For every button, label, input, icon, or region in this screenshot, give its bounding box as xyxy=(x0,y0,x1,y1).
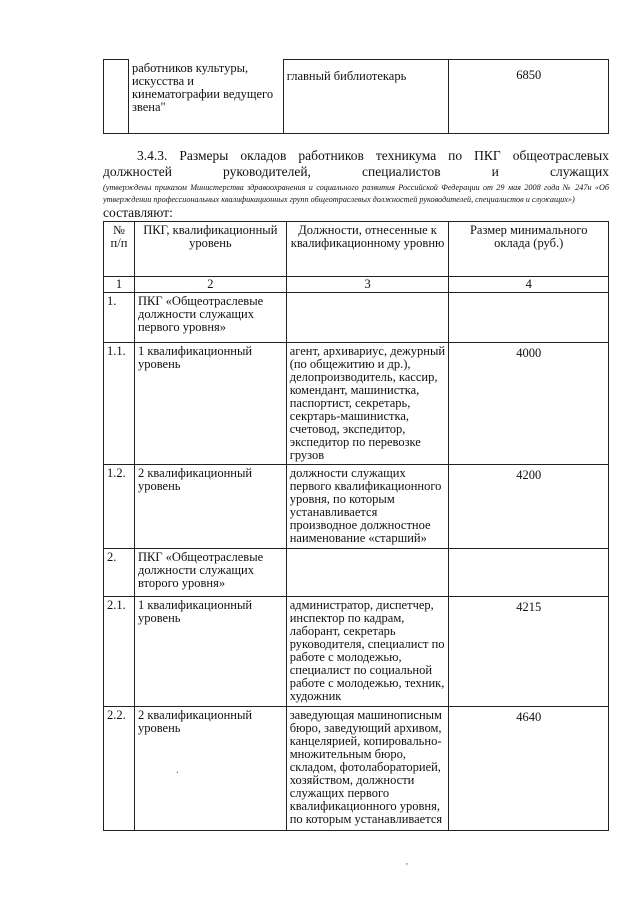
row-salary: 4000 xyxy=(449,343,609,465)
row-positions xyxy=(286,549,449,597)
continuation-table xyxy=(103,59,609,134)
row-pkg: 2 квалификационный уровень xyxy=(134,707,286,831)
section-paragraph xyxy=(103,148,609,221)
row-salary: 4640 xyxy=(449,707,609,831)
column-index: 2 xyxy=(134,277,286,293)
row-pkg: 1 квалификационный уровень xyxy=(134,597,286,707)
row-pkg: ПКГ «Общеотраслевые должности служащих второго уровня» xyxy=(134,549,286,597)
row-number: 2. xyxy=(104,549,135,597)
table-row xyxy=(104,60,609,134)
column-index-row xyxy=(104,277,609,293)
row-positions xyxy=(286,293,449,343)
scan-speck: . xyxy=(176,765,179,776)
header-pkg: ПКГ, квалификационный уровень xyxy=(134,222,286,277)
header-number: № п/п xyxy=(104,222,135,277)
row-salary xyxy=(449,549,609,597)
scan-speck: ' xyxy=(406,862,408,873)
table-row xyxy=(104,549,609,597)
row-salary: 4215 xyxy=(449,597,609,707)
row-salary xyxy=(449,293,609,343)
table-row xyxy=(104,343,609,465)
table-row xyxy=(104,597,609,707)
row-positions: администратор, диспетчер, инспектор по кадрам, лаборант, секретарь руководителя, специалист по работе с молодежью, специалист по социальной работе с молодежью, техник, художник xyxy=(286,597,449,707)
salary-cell: 6850 xyxy=(449,60,609,134)
table-row xyxy=(104,707,609,831)
row-number: 2.1. xyxy=(104,597,135,707)
paragraph-note: (утверждены приказом Министерства здравоохранения и социального развития Российской Федерации от 29 мая 2008 года № 247н «Об утверждении профессиональных квалификационных групп общеотраслевых должностей руководителей, специалистов и служащих») xyxy=(103,183,609,204)
row-salary: 4200 xyxy=(449,465,609,549)
paragraph-lead-text: 3.4.3. Размеры окладов работников техникума по ПКГ общеотраслевых должностей руководителей, специалистов и служащих xyxy=(103,148,609,179)
table-row xyxy=(104,293,609,343)
table-header-row xyxy=(104,222,609,277)
row-pkg: 1 квалификационный уровень xyxy=(134,343,286,465)
row-number: 1.1. xyxy=(104,343,135,465)
pkg-cell: работников культуры, искусства и кинематографии ведущего звена" xyxy=(128,60,283,134)
row-number-cell xyxy=(104,60,129,134)
paragraph-tail: составляют: xyxy=(103,205,173,220)
row-pkg: 2 квалификационный уровень xyxy=(134,465,286,549)
paragraph-lead xyxy=(103,148,609,180)
row-positions: агент, архивариус, дежурный (по общежитию и др.), делопроизводитель, кассир, комендант, машинистка, паспортист, секретарь, секртарь-машинистка, счетовод, экспедитор, экспедитор по перевозке грузов xyxy=(286,343,449,465)
header-salary: Размер минимального оклада (руб.) xyxy=(449,222,609,277)
column-index: 1 xyxy=(104,277,135,293)
table-row xyxy=(104,465,609,549)
position-cell: главный библиотекарь xyxy=(283,60,449,134)
column-index: 3 xyxy=(286,277,449,293)
row-positions: заведующая машинописным бюро, заведующий архивом, канцелярией, копировально-множительным бюро, складом, фотолабораторией, хозяйством, должности служащих первого квалификационного уровня, по которым устанавливается xyxy=(286,707,449,831)
row-pkg: ПКГ «Общеотраслевые должности служащих первого уровня» xyxy=(134,293,286,343)
column-index: 4 xyxy=(449,277,609,293)
row-number: 2.2. xyxy=(104,707,135,831)
salary-table xyxy=(103,221,609,831)
row-number: 1. xyxy=(104,293,135,343)
header-positions: Должности, отнесенные к квалификационному уровню xyxy=(286,222,449,277)
row-positions: должности служащих первого квалификационного уровня, по которым устанавливается производное должностное наименование «старший» xyxy=(286,465,449,549)
row-number: 1.2. xyxy=(104,465,135,549)
